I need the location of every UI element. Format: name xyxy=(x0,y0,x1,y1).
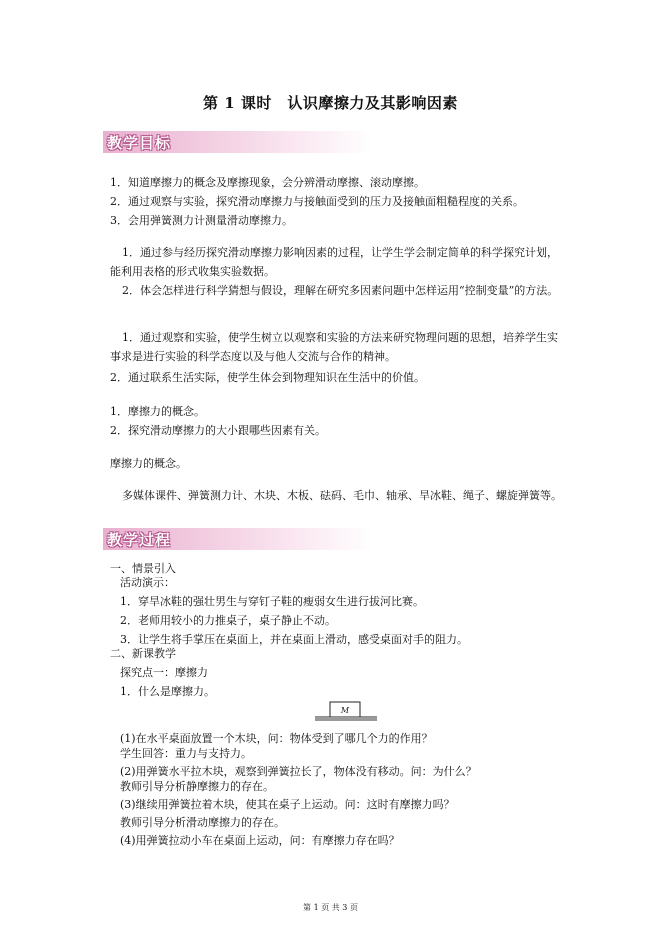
key-point-line: 2．探究滑动摩擦力的大小跟哪些因素有关。 xyxy=(110,424,326,437)
block-on-table-figure xyxy=(314,700,378,722)
question-line: (1)在水平桌面放置一个木块，问：物体受到了哪几个力的作用？ xyxy=(120,732,433,745)
key-point-line: 1．摩擦力的概念。 xyxy=(110,405,205,418)
question-line: 教师引导分析滑动摩擦力的存在。 xyxy=(120,816,285,829)
materials-paragraph: 多媒体课件、弹簧测力计、木块、木板、砝码、毛巾、轴承、旱冰鞋、绳子、螺旋弹簧等。 xyxy=(122,489,562,502)
process-line: 3．让学生将手掌压在桌面上，并在桌面上滑动，感受桌面对手的阻力。 xyxy=(120,633,468,646)
difficulty-line: 摩擦力的概念。 xyxy=(110,457,187,470)
process-line: 探究点一：摩擦力 xyxy=(120,666,208,679)
process-line: 1．穿旱冰鞋的强壮男生与穿钉子鞋的瘦弱女生进行拔河比赛。 xyxy=(120,595,424,608)
process-goal-paragraph: 1．通过参与经历探究滑动摩擦力影响因素的过程，让学生学会制定简单的科学探究计划，能利用表格的形式收集实验数据。 xyxy=(110,246,558,278)
emotion-goal-paragraph: 1．通过观察和实验，使学生树立以观察和实验的方法来研究物理问题的思想，培养学生实事求是进行实验的科学态度以及与他人交流与合作的精神。 xyxy=(110,331,558,363)
process-line: 2．老师用较小的力推桌子，桌子静止不动。 xyxy=(120,614,336,627)
question-line: 学生回答：重力与支持力。 xyxy=(120,747,252,760)
process-line: 1．什么是摩擦力。 xyxy=(120,685,215,698)
process-line: 二、新课教学 xyxy=(110,647,176,660)
process-line: 活动演示： xyxy=(120,576,175,589)
process-line: 一、情景引入 xyxy=(110,562,176,575)
lesson-title: 第 1 课时 认识摩擦力及其影响因素 xyxy=(203,94,458,112)
question-line: 教师引导分析静摩擦力的存在。 xyxy=(120,780,274,793)
goal-line: 3．会用弹簧测力计测量滑动摩擦力。 xyxy=(110,214,293,227)
goal-line: 2．通过观察与实验，探究滑动摩擦力与接触面受到的压力及接触面粗糙程度的关系。 xyxy=(110,195,524,208)
question-line: (3)继续用弹簧拉着木块，使其在桌子上运动。问：这时有摩擦力吗？ xyxy=(120,798,455,811)
emotion-goal-line: 2．通过联系生活实际，使学生体会到物理知识在生活中的价值。 xyxy=(110,371,425,384)
question-line: (2)用弹簧水平拉木块，观察到弹簧拉长了，物体没有移动。问：为什么？ xyxy=(120,765,477,778)
goal-line: 1．知道摩擦力的概念及摩擦现象，会分辨滑动摩擦、滚动摩擦。 xyxy=(110,176,425,189)
section-banner-process xyxy=(103,528,373,550)
page-footer: 第 1 页 共 3 页 xyxy=(303,903,358,912)
question-line: (4)用弹簧拉动小车在桌面上运动，问：有摩擦力存在吗？ xyxy=(120,834,400,847)
table-hatch xyxy=(315,717,377,721)
block-diagram xyxy=(314,700,378,722)
block-label: M xyxy=(340,706,350,715)
section-banner-goals xyxy=(103,131,373,153)
section-banner-goals-label: 教学目标 xyxy=(107,134,172,152)
section-banner-process-label: 教学过程 xyxy=(107,531,172,549)
process-goal-paragraph: 2．体会怎样进行科学猜想与假设，理解在研究多因素问题中怎样运用“控制变量”的方法。 xyxy=(122,284,559,297)
